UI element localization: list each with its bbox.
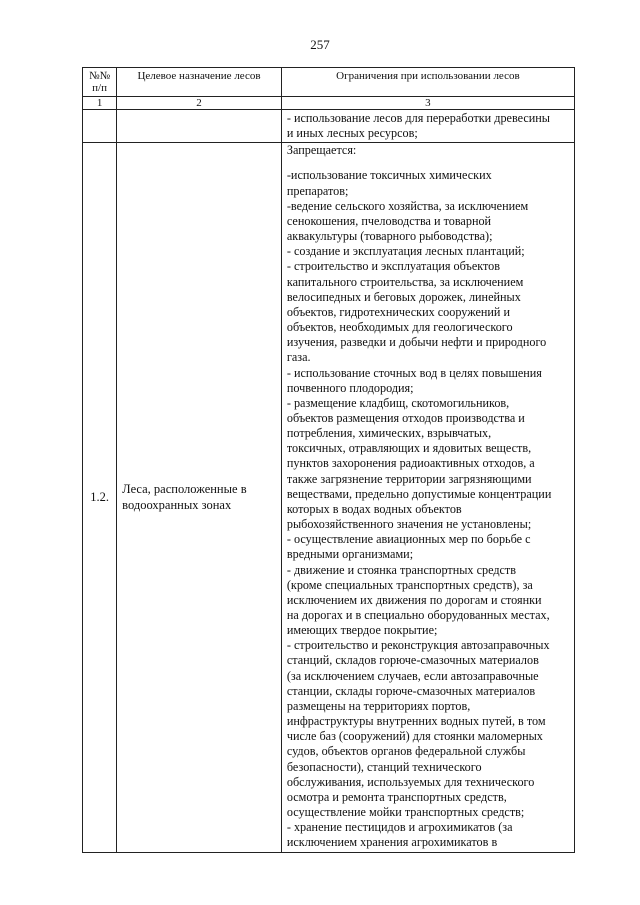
text-line: пунктов захоронения радиоактивных отходов, а [286,456,535,471]
text-line: - осуществление авиационных мер по борьбе с [286,532,531,547]
text-line: - строительство и эксплуатация объектов [286,259,500,274]
text-line: токсичных, отравляющих и ядовитых веществ, [286,441,532,456]
text-line: исключением хранения агрохимикатов в [286,835,498,850]
header-num-line: №№ [89,70,111,82]
header-num-line: п/п [92,82,107,94]
text-line: - движение и стоянка транспортных средств [286,562,517,577]
text-line: - создание и эксплуатация лесных плантаций; [286,244,525,259]
text-line: станций, складов горюче-смазочных материалов [286,653,539,668]
table-row-continued [83,110,575,143]
text-line: аквакультуры (товарного рыбоводства); [286,229,493,244]
table-row-1-2 [83,143,575,852]
header-restrictions: Ограничения при использовании лесов [281,68,574,97]
text-line: вредными организмами; [286,547,414,562]
column-number: 1 [83,97,117,110]
text-line: объектов размещения отходов производства и [286,410,525,425]
text-line: - использование лесов для переработки древесины [286,111,550,125]
text-line: изучения, разведки и добычи нефти и природного [286,335,547,350]
page-number: 257 [310,37,330,52]
row-number: 1.2. [83,143,117,852]
column-number: 3 [281,97,574,110]
text-line: (за исключением случаев, если автозаправочные [286,668,539,683]
text-line: газа. [286,350,311,365]
spacer [287,158,571,168]
text-line: потребления, химических, взрывчатых, [286,426,492,441]
restrictions-cell [281,143,574,852]
header-purpose: Целевое назначение лесов [117,68,282,97]
restrictions-intro: Запрещается: [286,143,357,158]
restriction-lines [287,168,571,850]
text-line: исключением их движения по дорогам и стоянки [286,592,542,607]
table-header-row [83,68,575,97]
purpose-line: Леса, расположенные в [122,482,247,497]
text-line: - размещение кладбищ, скотомогильников, [286,395,510,410]
text-line: - хранение пестицидов и агрохимикатов (за [286,820,513,835]
text-line: почвенного плодородия; [286,380,414,395]
text-line: осмотра и ремонта транспортных средств, [286,789,507,804]
text-line: имеющих твердое покрытие; [286,623,438,638]
text-line: размещены на территориях портов, [286,698,471,713]
text-line: и иных лесных ресурсов; [286,126,418,141]
text-line: велосипедных и беговых дорожек, линейных [286,289,521,304]
text-line: судов, объектов органов федеральной службы [286,744,526,759]
text-line: также загрязнение территории загрязняющими [286,471,532,486]
text-line: - строительство и реконструкция автозаправочных [286,638,550,653]
empty-cell [117,110,282,143]
purpose-line: водоохранных зонах [122,498,232,513]
text-line: инфраструктуры внутренних водных путей, в том [286,714,546,729]
text-line: на дорогах и в специально оборудованных местах, [286,608,550,622]
text-line: - использование сточных вод в целях повышения [286,365,542,380]
column-number: 2 [117,97,282,110]
text-line: станции, склады горюче-смазочных материалов [286,683,536,698]
purpose-cell [117,143,282,852]
text-line: числе баз (сооружений) для стоянки маломерных [286,729,543,744]
text-line: -ведение сельского хозяйства, за исключением [286,198,529,213]
text-line: (кроме специальных транспортных средств), за [286,577,533,592]
empty-cell [83,110,117,143]
text-line: препаратов; [286,183,349,198]
text-line: которых в водах водных объектов [286,501,462,516]
header-num [83,68,117,97]
text-line: объектов, гидротехнических сооружений и [286,304,510,319]
text-line: обслуживания, используемых для технического [286,774,535,789]
text-line: рыбохозяйственного значения не установлены; [286,517,532,532]
text-line: -использование токсичных химических [286,168,492,183]
text-line: капитального строительства, за исключением [286,274,524,289]
text-line: веществами, предельно допустимые концентрации [286,486,552,501]
continued-restrictions-cell [281,110,574,143]
text-line: объектов, необходимых для геологического [286,320,513,335]
restrictions-table [82,67,575,853]
text-line: сенокошения, пчеловодства и товарной [286,213,492,228]
text-line: осуществление мойки транспортных средств; [286,805,525,820]
column-number-row [83,97,575,110]
text-line: безопасности), станций технического [286,759,482,774]
